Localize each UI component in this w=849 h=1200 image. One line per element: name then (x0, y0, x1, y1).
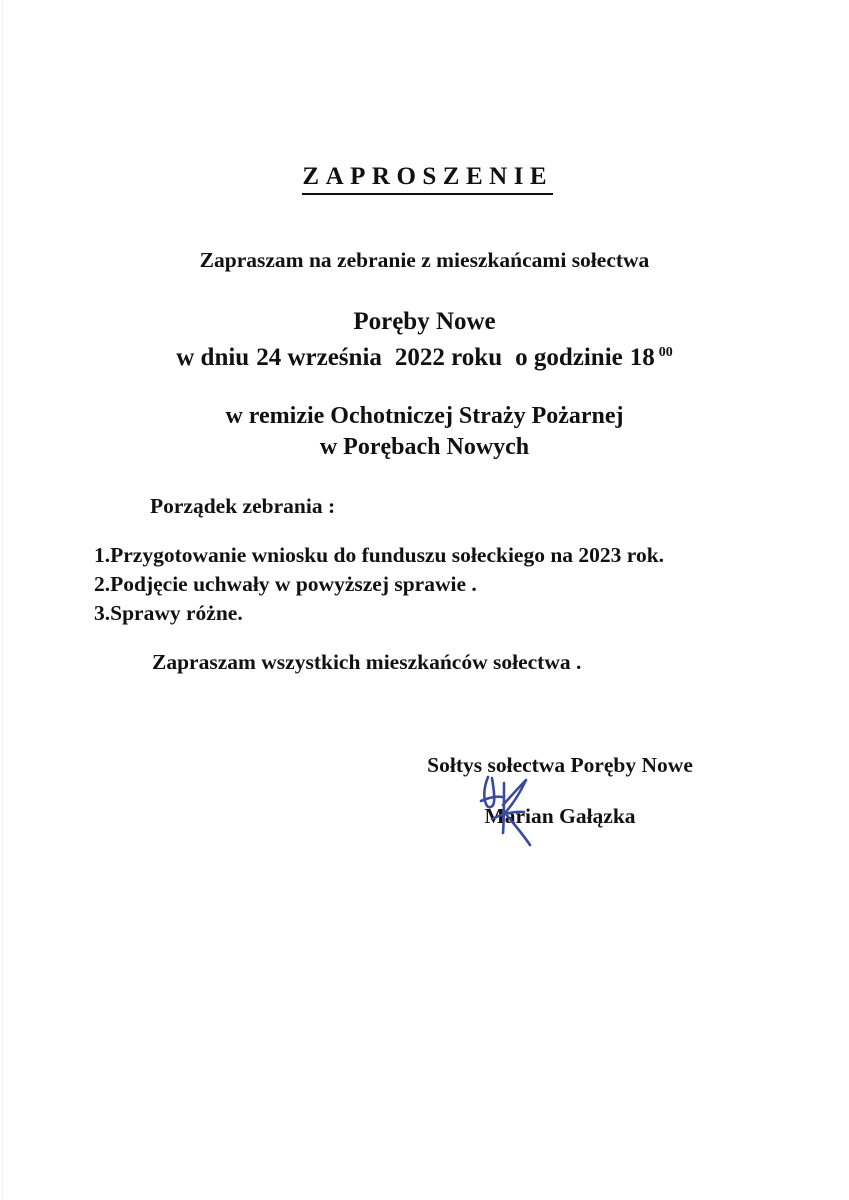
list-item: 1.Przygotowanie wniosku do funduszu sołeckiego na 2023 rok. (94, 543, 665, 567)
date-year: 2022 roku (394, 344, 503, 371)
village-name-line: Poręby Nowe (353, 308, 496, 335)
time-prefix: o godzinie (515, 344, 623, 371)
page-title-text: ZAPROSZENIE (302, 163, 553, 195)
date-day-month: 24 września (256, 344, 382, 371)
meeting-date-line (0, 344, 849, 372)
list-item: 2.Podjęcie uchwały w powyższej sprawie . (94, 572, 477, 596)
closing-line: Zapraszam wszystkich mieszkańców sołectwa . (152, 650, 582, 674)
agenda-heading: Porządek zebrania : (150, 494, 336, 518)
meeting-minutes-superscript: 00 (658, 344, 673, 360)
list-item: 3.Sprawy różne. (94, 601, 243, 625)
venue-line-2: w Porębach Nowych (319, 434, 530, 460)
signatory-role: Sołtys sołectwa Poręby Nowe (427, 753, 693, 777)
date-prefix: w dniu (176, 344, 250, 371)
invitation-intro-line: Zapraszam na zebranie z mieszkańcami sołectwa (199, 248, 650, 272)
meeting-hour: 18 (629, 344, 655, 371)
agenda-list (94, 541, 664, 628)
venue-line-1: w remizie Ochotniczej Straży Pożarnej (225, 403, 624, 429)
page-title (0, 163, 849, 191)
signature-block (400, 753, 720, 829)
signatory-name: Marian Gałązka (484, 804, 636, 828)
